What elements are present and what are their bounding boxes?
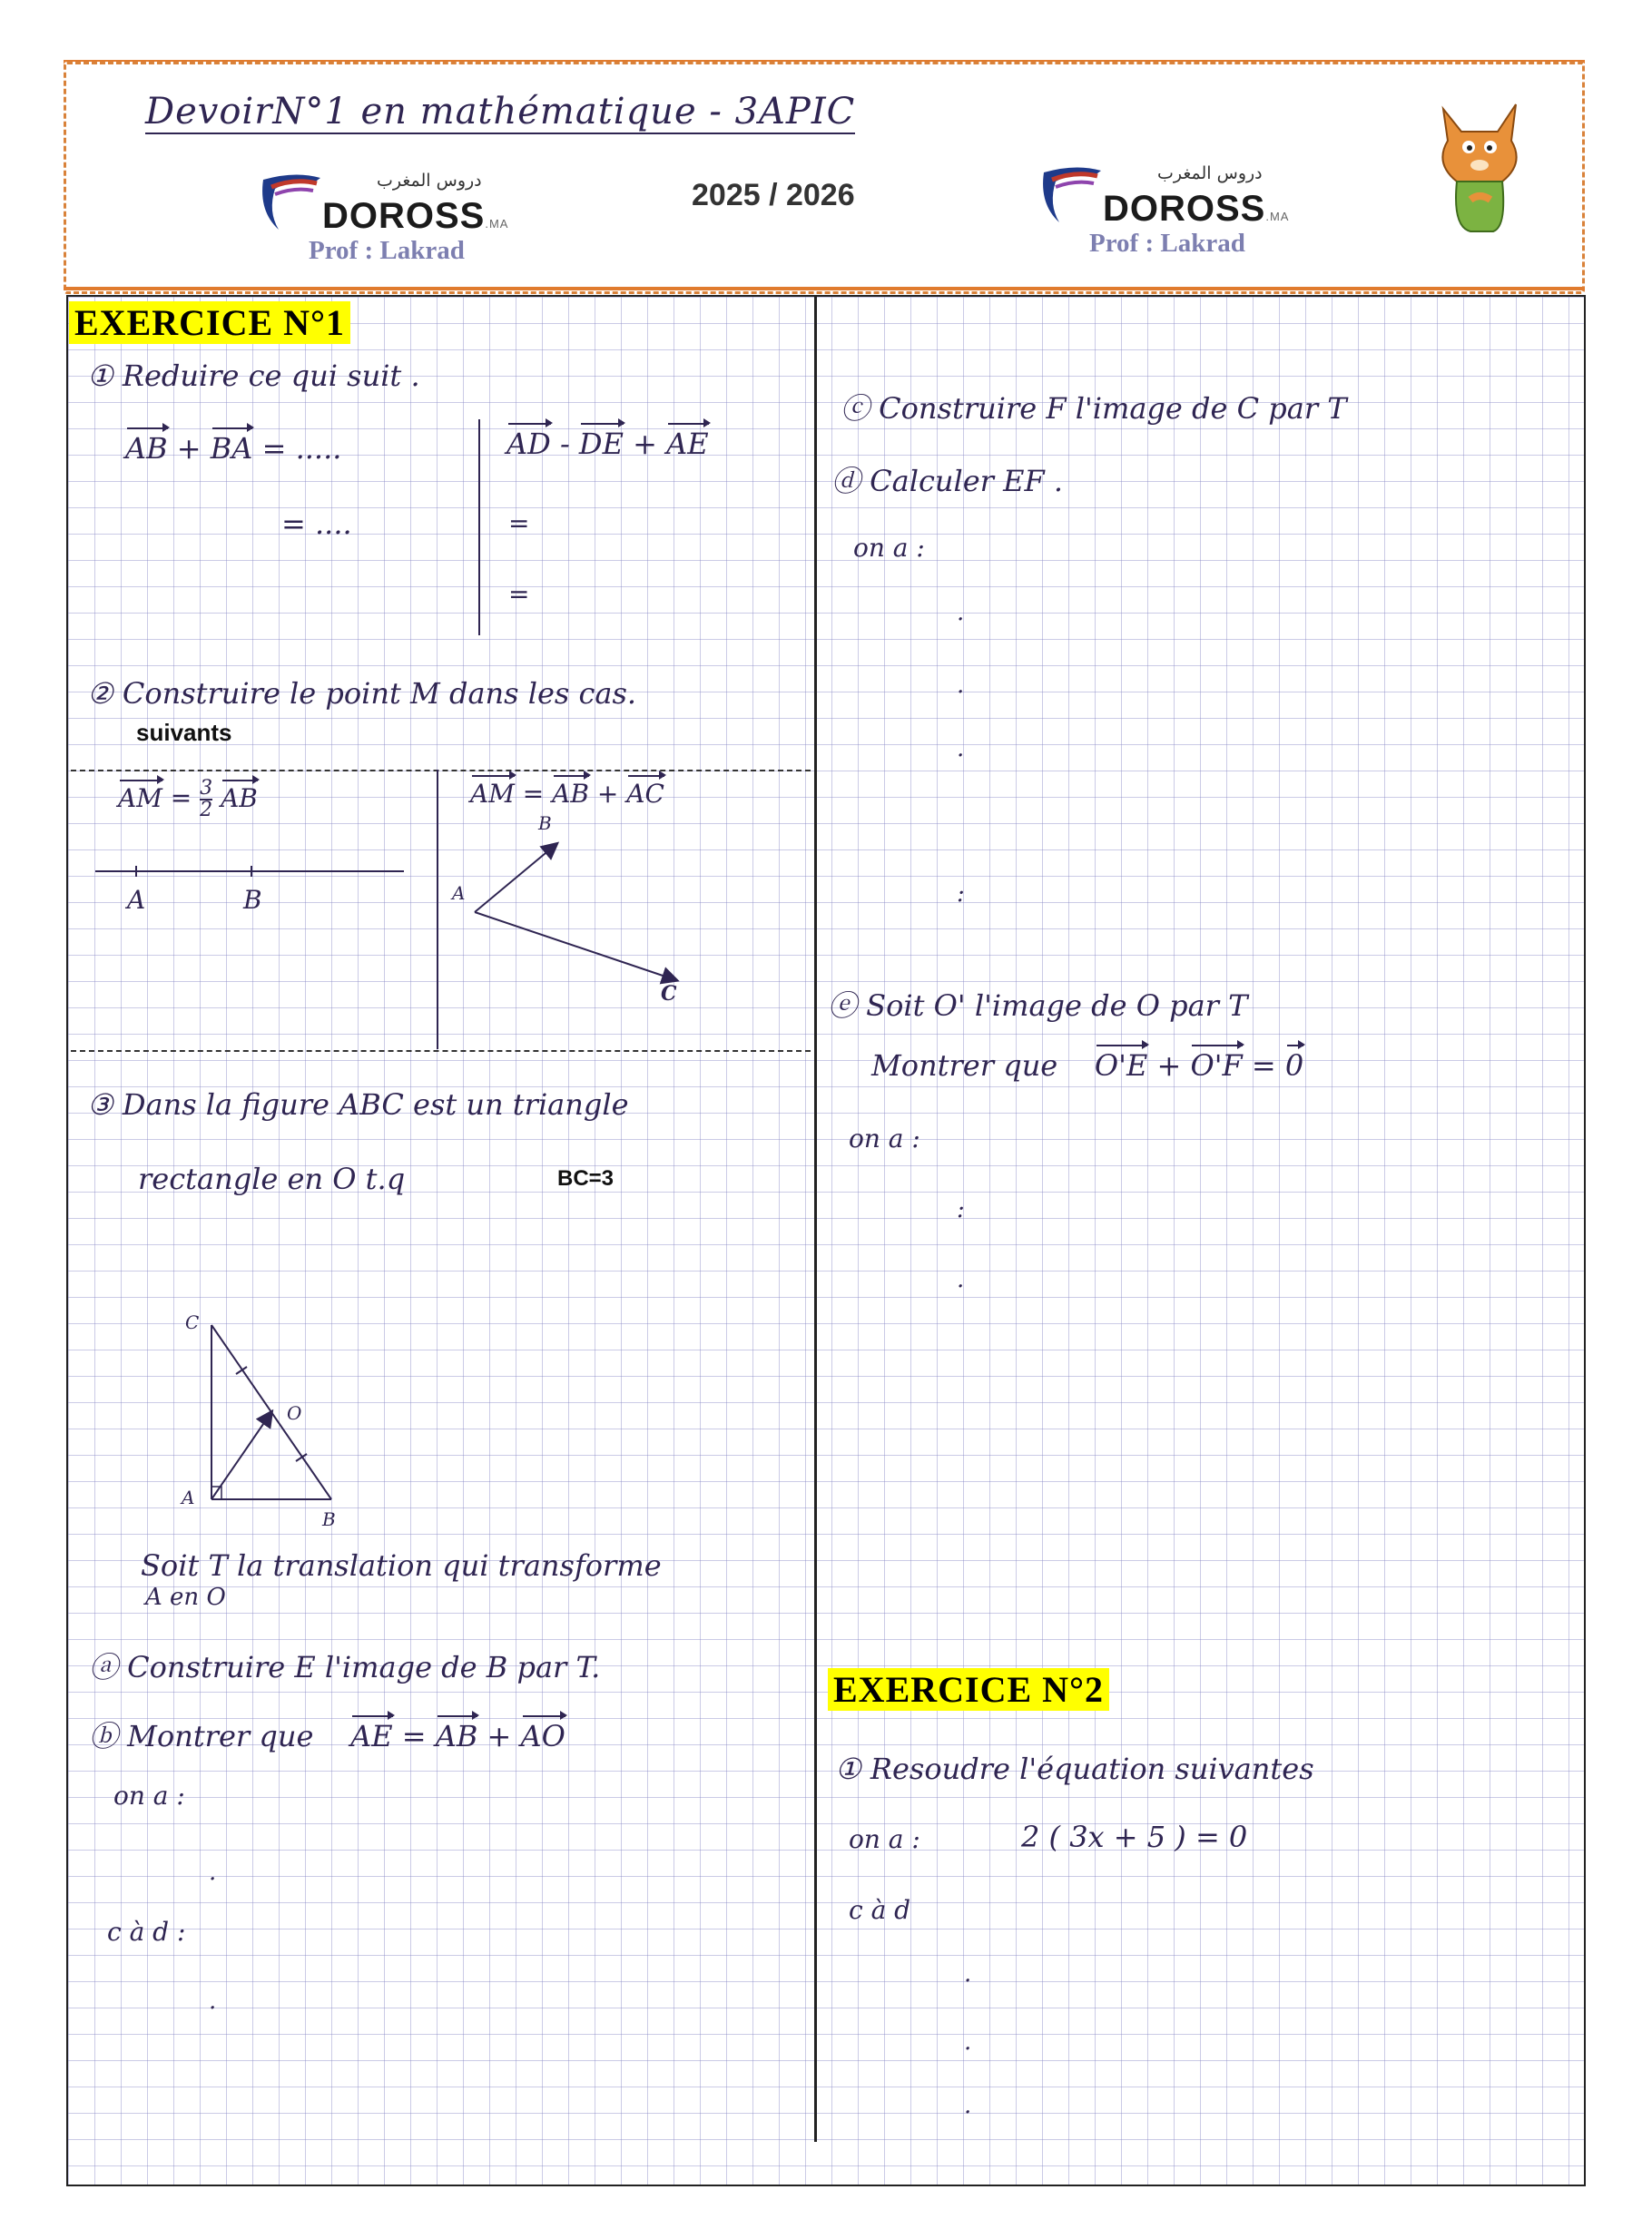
logo-brand-suffix: .MA — [1265, 210, 1290, 223]
q3-line2: rectangle en O t.q — [138, 1162, 406, 1196]
triangle-point-o: O — [287, 1402, 302, 1424]
equals-sign: = — [401, 1719, 427, 1753]
fraction-3-over-2 — [200, 779, 212, 820]
plus-sign: + — [176, 431, 202, 466]
logo-arabic-text: دروس المغرب — [377, 171, 482, 191]
ex2-equation: 2 ( 3x + 5 ) = 0 — [1021, 1820, 1248, 1854]
vector-ae: AE — [350, 1719, 393, 1753]
exercise-1-title: EXERCICE N°1 — [69, 301, 350, 344]
answer-dot: . — [957, 1266, 965, 1293]
case2-vectors-figure — [458, 817, 694, 998]
logo-brand — [322, 196, 508, 237]
equals-sign: = — [1251, 1048, 1276, 1083]
q3-c: ⓒ Construire F l'image de C par T — [841, 391, 1347, 426]
q3-a: ⓐ Construire E l'image de B par T. — [89, 1650, 601, 1684]
doross-logo-right — [1039, 156, 1366, 256]
vector-ad: AD — [506, 427, 551, 461]
q3-e: ⓔ Soit O' l'image de O par T — [828, 988, 1248, 1023]
plus-sign: + — [1156, 1048, 1182, 1083]
triangle-point-c: C — [185, 1311, 200, 1333]
vector-ab: AB — [435, 1719, 478, 1753]
case2-point-c: C — [661, 982, 677, 1006]
answer-dot: . — [209, 1988, 217, 2015]
case2-relation — [470, 779, 664, 809]
answer-dot: : — [957, 880, 965, 908]
logo-brand-text: DOROSS — [322, 196, 486, 236]
plus-sign: + — [596, 779, 619, 809]
vector-am: AM — [118, 782, 162, 813]
equals-sign: = — [170, 782, 192, 813]
q2-cases-separator — [437, 770, 438, 1049]
logo-brand-text: DOROSS — [1103, 189, 1266, 229]
case1-point-b: B — [243, 885, 262, 915]
q3-b-prefix: ⓑ Montrer que — [89, 1719, 314, 1753]
header-bottom-border — [64, 287, 1585, 290]
vector-am: AM — [470, 779, 515, 809]
fox-mascot-icon — [1416, 91, 1543, 236]
vector-ao: AO — [520, 1719, 565, 1753]
logo-swoosh-icon — [259, 171, 322, 234]
triangle-point-b: B — [322, 1508, 336, 1530]
case2-point-b: B — [538, 812, 552, 834]
document-title: DevoirN°1 en mathématique - 3APIC — [145, 91, 856, 133]
triangle-point-a: A — [182, 1487, 195, 1508]
exercise-2-title: EXERCICE N°2 — [828, 1668, 1109, 1711]
case1-relation — [118, 779, 258, 820]
q3-given-bc: BC=3 — [557, 1166, 615, 1191]
equals-dots: = ..... — [261, 431, 342, 466]
doross-logo-left — [259, 163, 585, 263]
q3-b — [89, 1713, 565, 1755]
answer-dot: . — [957, 672, 965, 699]
vector-ab: AB — [552, 779, 589, 809]
answer-dot: . — [957, 599, 965, 626]
vector-ae: AE — [666, 427, 709, 461]
logo-brand — [1103, 189, 1289, 230]
q1-right-eq1: = — [508, 508, 530, 538]
column-divider — [814, 295, 817, 2142]
q3-e-show — [871, 1048, 1303, 1083]
q1-separator — [478, 419, 480, 635]
q3-on-a: on a : — [113, 1781, 185, 1811]
case1-point-a: A — [127, 885, 146, 915]
triangle-figure — [182, 1307, 363, 1525]
minus-sign: - — [559, 427, 570, 461]
answer-dot: . — [964, 2028, 972, 2056]
answer-dot: : — [957, 1196, 965, 1223]
logo-swoosh-icon — [1039, 163, 1103, 227]
q1-label: ① Reduire ce qui suit . — [87, 358, 420, 393]
vector-ba: BA — [210, 431, 253, 466]
q3-line1: ③ Dans la figure ABC est un triangle — [87, 1087, 629, 1122]
q2-bottom-dashed-line — [71, 1050, 811, 1052]
logo-prof-text: Prof : Lakrad — [309, 236, 465, 265]
plus-sign: + — [487, 1719, 512, 1753]
plus-sign: + — [633, 427, 657, 461]
q3-d: ⓓ Calculer EF . — [831, 464, 1064, 498]
ex2-q1-label: ① Resoudre l'équation suivantes — [835, 1752, 1314, 1786]
q1-left-line2: = .... — [281, 506, 352, 541]
case1-line-figure — [91, 853, 418, 889]
vector-ab: AB — [221, 782, 258, 813]
vector-oe-prime: O'E — [1094, 1048, 1148, 1083]
translation-text-2: A en O — [145, 1584, 226, 1611]
q2-label: ② Construire le point M dans les cas. — [87, 676, 637, 711]
vector-ac: AC — [626, 779, 664, 809]
fraction-numerator: 3 — [200, 777, 213, 800]
answer-dot: . — [209, 1859, 217, 1886]
logo-brand-suffix: .MA — [485, 217, 509, 231]
vector-ab: AB — [125, 431, 168, 466]
grid-paper — [66, 295, 1586, 2186]
vector-of-prime: O'F — [1190, 1048, 1243, 1083]
school-year: 2025 / 2026 — [692, 178, 855, 212]
q3-e-prefix: Montrer que — [871, 1048, 1058, 1083]
answer-dot: . — [957, 735, 965, 762]
translation-text: Soit T la translation qui transforme — [141, 1548, 662, 1583]
q1-left-expression — [125, 431, 341, 466]
fraction-denominator: 2 — [200, 799, 213, 821]
q1-right-eq2: = — [508, 579, 530, 609]
q2-label-suivants: suivants — [136, 719, 232, 746]
vector-zero: 0 — [1284, 1048, 1304, 1083]
ex2-on-a: on a : — [849, 1824, 920, 1854]
logo-prof-text: Prof : Lakrad — [1089, 229, 1245, 258]
logo-arabic-text: دروس المغرب — [1157, 163, 1263, 183]
q3-ca-d: c à d : — [107, 1917, 186, 1947]
q1-right-expression — [506, 427, 709, 461]
vector-de: DE — [578, 427, 624, 461]
answer-dot: . — [964, 1960, 972, 1988]
q3-e-on-a: on a : — [849, 1124, 920, 1154]
equals-sign: = — [522, 779, 545, 809]
q3-d-on-a: on a : — [853, 533, 925, 563]
ex2-ca-d: c à d — [849, 1895, 911, 1925]
answer-dot: . — [964, 2092, 972, 2119]
case2-point-a: A — [452, 882, 466, 904]
q2-top-dashed-line — [71, 770, 811, 771]
